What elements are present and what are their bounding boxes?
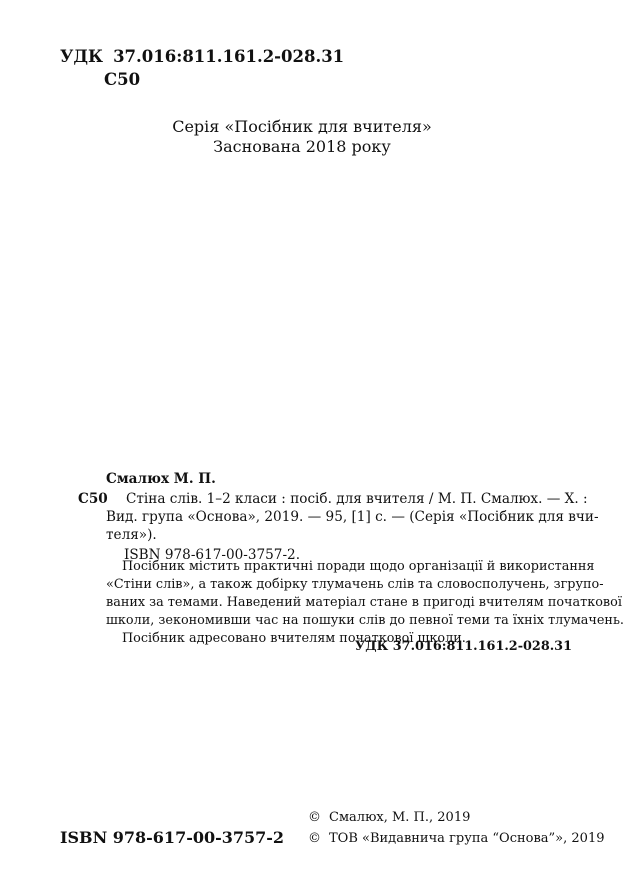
footer-isbn: ISBN 978-617-00-3757-2 xyxy=(60,828,285,847)
copyright-symbol: © xyxy=(308,810,321,825)
series-founded: Заснована 2018 року xyxy=(213,137,391,156)
catalog-biblio-line: Вид. група «Основа», 2019. — 95, [1] с. — (Серія «Посібник для вчи- xyxy=(106,509,599,525)
series-title: Серія «Посібник для вчителя» xyxy=(172,117,432,136)
annotation-line: Посібник адресовано вчителям початкової школи. xyxy=(122,631,466,646)
catalog-biblio-line: Стіна слів. 1–2 класи : посіб. для вчителя / М. П. Смалюх. — Х. : xyxy=(126,491,588,507)
annotation-line: ваних за темами. Наведений матеріал стане в пригоді вчителям початкової xyxy=(106,595,622,610)
copyright-publisher-text: ТОВ «Видавнича група “Основа”», 2019 xyxy=(329,831,605,846)
catalog-udk: УДК 37.016:811.161.2-028.31 xyxy=(354,639,572,654)
catalog-biblio-line: теля»). xyxy=(106,527,157,543)
catalog-cutter: С50 xyxy=(78,491,108,507)
annotation-line: Посібник містить практичні поради щодо організації й використання xyxy=(122,559,595,574)
cutter-code: С50 xyxy=(104,70,141,89)
annotation-line: школи, зекономивши час на пошуки слів до певної теми та їхніх тлумачень. xyxy=(106,613,624,628)
udk-label: УДК xyxy=(60,47,104,66)
copyright-author xyxy=(308,809,470,827)
udk-code: 37.016:811.161.2-028.31 xyxy=(113,47,345,66)
catalog-isbn: ISBN 978-617-00-3757-2. xyxy=(124,547,301,563)
copyright-symbol: © xyxy=(308,831,321,846)
catalog-author: Смалюх М. П. xyxy=(106,471,216,487)
udk-header xyxy=(60,47,344,67)
copyright-publisher xyxy=(308,830,605,848)
annotation-line: «Стіни слів», а також добірку тлумачень слів та словосполучень, згрупо- xyxy=(106,577,604,592)
copyright-author-text: Смалюх, М. П., 2019 xyxy=(329,810,471,825)
